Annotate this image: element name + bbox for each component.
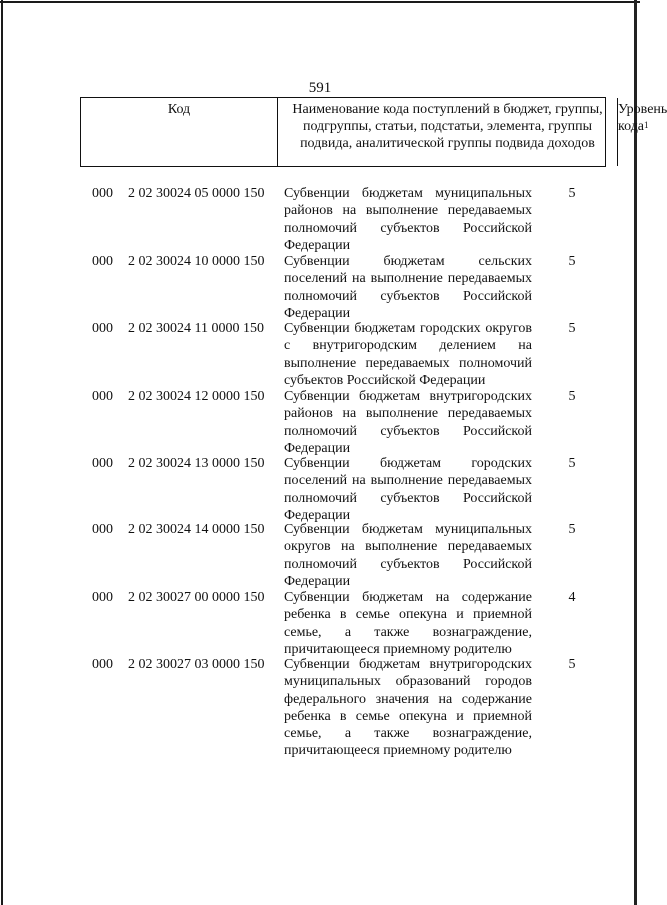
row-name: Субвенции бюджетам городских округов с внутригородским делением на выполнение передаваемых полномочий субъектов Российской Федерации — [284, 321, 532, 388]
row-level: 5 — [568, 321, 576, 336]
header-level-label: Уровень кода — [618, 102, 667, 134]
row-admin-code: 000 — [92, 657, 113, 672]
page-number: 591 — [308, 80, 332, 96]
row-admin-code: 000 — [92, 389, 113, 404]
row-code: 2 02 30024 11 0000 150 — [128, 321, 264, 336]
row-name: Субвенции бюджетам сельских поселений на выполнение передаваемых полномочий субъектов Российской Федерации — [284, 254, 532, 321]
scan-frame-right — [634, 0, 637, 905]
row-level: 4 — [568, 590, 576, 605]
row-level: 5 — [568, 186, 576, 201]
row-level: 5 — [568, 254, 576, 269]
row-name: Субвенции бюджетам на содержание ребенка в семье опекуна и приемной семье, а также вознаграждение, причитающееся приемному родителю — [284, 590, 532, 657]
table-header — [80, 97, 667, 167]
row-name: Субвенции бюджетам внутригородских районов на выполнение передаваемых полномочий субъектов Российской Федерации — [284, 389, 532, 456]
row-level: 5 — [568, 657, 576, 672]
row-code: 2 02 30024 13 0000 150 — [128, 456, 265, 471]
header-code: Код — [81, 98, 278, 166]
row-admin-code: 000 — [92, 321, 113, 336]
row-admin-code: 000 — [92, 590, 113, 605]
row-code: 2 02 30024 10 0000 150 — [128, 254, 265, 269]
row-level: 5 — [568, 389, 576, 404]
row-admin-code: 000 — [92, 186, 113, 201]
row-level: 5 — [568, 456, 576, 471]
row-name: Субвенции бюджетам муниципальных округов на выполнение передаваемых полномочий субъектов Российской Федерации — [284, 522, 532, 589]
scan-frame-top — [0, 1, 640, 3]
scan-frame-left — [1, 0, 3, 905]
row-level: 5 — [568, 522, 576, 537]
row-admin-code: 000 — [92, 254, 113, 269]
row-code: 2 02 30024 14 0000 150 — [128, 522, 265, 537]
row-code: 2 02 30024 05 0000 150 — [128, 186, 265, 201]
row-name: Субвенции бюджетам муниципальных районов на выполнение передаваемых полномочий субъектов Российской Федерации — [284, 186, 532, 253]
row-admin-code: 000 — [92, 456, 113, 471]
row-code: 2 02 30027 03 0000 150 — [128, 657, 265, 672]
header-name: Наименование кода поступлений в бюджет, группы, подгруппы, статьи, подстатьи, элемента, группы подвида, аналитической группы подвида доходов — [278, 98, 618, 166]
row-code: 2 02 30024 12 0000 150 — [128, 389, 265, 404]
header-level-footnote: 1 — [644, 120, 649, 130]
row-admin-code: 000 — [92, 522, 113, 537]
row-name: Субвенции бюджетам внутригородских муниципальных образований городов федерального значения на содержание ребенка в семье опекуна и приемной семье, а также вознаграждение, причитающееся приемному родителю — [284, 657, 532, 759]
row-code: 2 02 30027 00 0000 150 — [128, 590, 265, 605]
row-name: Субвенции бюджетам городских поселений на выполнение передаваемых полномочий субъектов Российской Федерации — [284, 456, 532, 523]
